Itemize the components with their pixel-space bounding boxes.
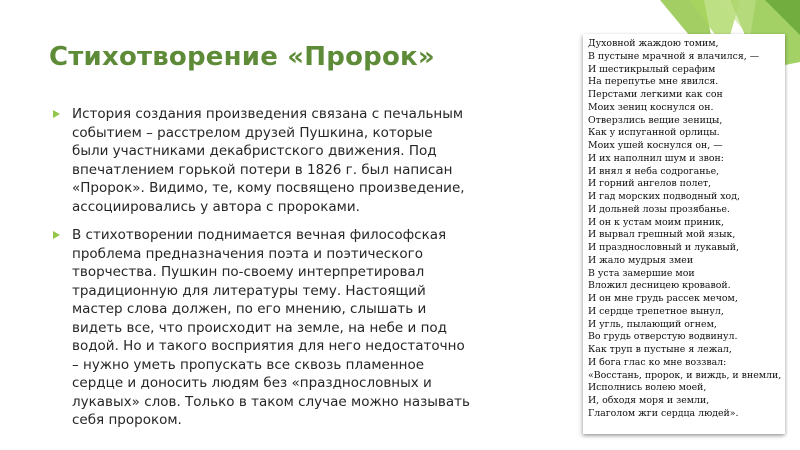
poem-line: Перстами легкими как сон <box>588 89 723 100</box>
poem-text <box>588 38 781 421</box>
poem-line: Глаголом жги сердца людей». <box>588 407 739 419</box>
bullet-arrow-icon <box>53 110 60 118</box>
poem-line: И их наполнил шум и звон: <box>588 152 724 164</box>
bullet-paragraph <box>53 226 473 430</box>
poem-line: И горний ангелов полет, <box>588 178 712 190</box>
poem-line: И гад морских подводный ход, <box>588 191 740 202</box>
poem-line: И он к устам моим приник, <box>588 216 724 228</box>
poem-line: Отверзлись вещие зеницы, <box>588 114 723 126</box>
poem-line: И дольней лозы прозябанье. <box>588 203 730 215</box>
poem-line: И шестикрылый серафим <box>588 63 716 75</box>
poem-line: И жало мудрыя змеи <box>588 254 694 266</box>
poem-image-panel <box>583 34 785 434</box>
poem-line: Вложил десницею кровавой. <box>588 280 731 292</box>
poem-line: И он мне грудь рассек мечом, <box>588 293 738 304</box>
poem-line: В уста замершие мои <box>588 267 695 279</box>
poem-line: Моих ушей коснулся он, — <box>588 140 723 151</box>
poem-line: И вырвал грешный мой язык, <box>588 229 736 241</box>
poem-line: Как у испуганной орлицы. <box>588 127 720 139</box>
poem-line: Исполнись волею моей, <box>588 382 707 394</box>
body-bullet-list <box>53 105 473 440</box>
poem-line: Моих зениц коснулся он. <box>588 101 714 113</box>
poem-line: Духовной жаждою томим, <box>588 38 719 49</box>
poem-line: И, обходя моря и земли, <box>588 395 710 406</box>
poem-line: И сердце трепетное вынул, <box>588 305 724 317</box>
paragraph-text: В стихотворении поднимается вечная философская проблема предназначения поэта и поэтического творчества. Пушкин по-своему интерпретировал традиционную для литературы тему. Настоящий мастер слова должен, по его мнению, слышать и видеть все, что происходит на земле, на небе и под водой. Но и такого восприятия для него недостаточно – нужно уметь пропускать все сквозь пламенное сердце и доносить людям без «празднословных и лукавых» слов. Только в таком случае можно называть себя пророком. <box>72 227 470 428</box>
poem-line: Как труп в пустыне я лежал, <box>588 344 732 355</box>
poem-line: В пустыне мрачной я влачился, — <box>588 50 760 62</box>
poem-line: «Восстань, пророк, и виждь, и внемли, <box>588 369 782 381</box>
poem-line: На перепутье мне явился. <box>588 76 719 88</box>
bullet-paragraph <box>53 105 473 216</box>
poem-line: И внял я неба содроганье, <box>588 165 720 177</box>
slide-title: Стихотворение «Пророк» <box>49 42 435 72</box>
poem-line: И празднословный и лукавый, <box>588 242 739 253</box>
poem-line: Во грудь отверстую водвинул. <box>588 331 738 343</box>
poem-line: И бога глас ко мне воззвал: <box>588 356 727 368</box>
poem-line: И угль, пылающий огнем, <box>588 318 717 330</box>
bullet-arrow-icon <box>53 231 60 239</box>
paragraph-text: История создания произведения связана с печальным событием – расстрелом друзей Пушкина, которые были участниками декабристского движения. Под впечатлением горькой потери в 1826 г. был написан «Пророк». Видимо, те, кому посвящено произведение, ассоциировались у автора с пророками. <box>72 106 465 215</box>
